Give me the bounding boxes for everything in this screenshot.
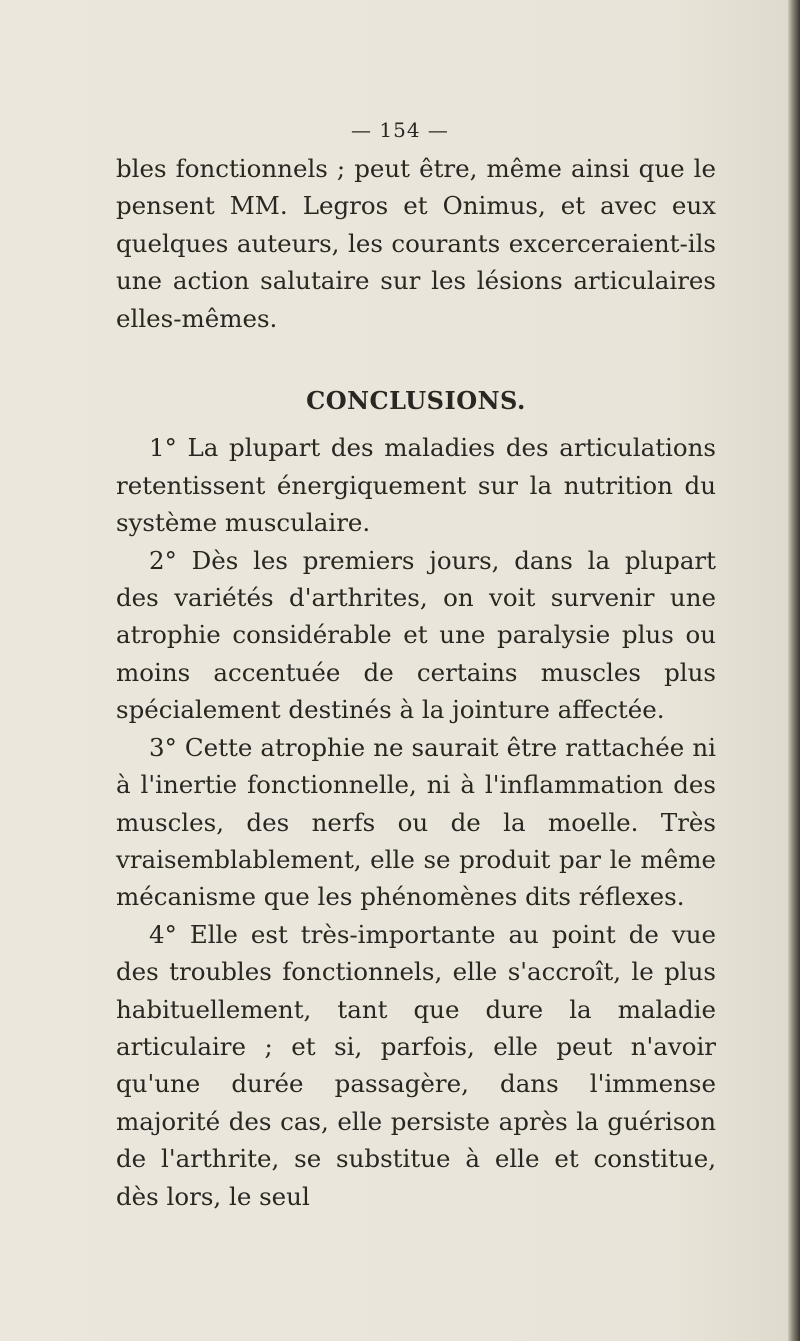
- conclusion-3: 3° Cette atrophie ne saurait être rattachée ni à l'inertie fonctionnelle, ni à l'inflammation des muscles, des nerfs ou de la moelle. Très vraisemblablement, elle se produit par le même mécanisme que les phénomènes dits réflexes.: [116, 732, 716, 912]
- conclusion-4: 4° Elle est très-importante au point de vue des troubles fonctionnels, elle s'accroît, le plus habituellement, tant que dure la maladie articulaire ; et si, parfois, elle peut n'avoir qu'une durée passagère, dans l'immense majorité des cas, elle persiste après la guérison de l'arthrite, se substitue à elle et constitue, dès lors, le seul: [116, 919, 716, 1211]
- section-heading: CONCLUSIONS.: [306, 386, 526, 416]
- conclusion-1: 1° La plupart des maladies des articulations retentissent énergiquement sur la nutrition du système musculaire.: [116, 433, 716, 538]
- paragraph-continuation: bles fonctionnels ; peut être, même ainsi que le pensent MM. Legros et Onimus, et avec eux quelques auteurs, les courants excerceraient-ils une action salutaire sur les lésions articulaires elles-mêmes.: [116, 154, 716, 333]
- conclusion-2: 2° Dès les premiers jours, dans la plupart des variétés d'arthrites, on voit survenir une atrophie considérable et une paralysie plus ou moins accentuée de certains muscles plus spécialement destinés à la jointure affectée.: [116, 545, 716, 725]
- page-edge-shadow: [788, 0, 800, 1341]
- page-number: — 154 —: [351, 118, 449, 142]
- body-text: [116, 150, 716, 1215]
